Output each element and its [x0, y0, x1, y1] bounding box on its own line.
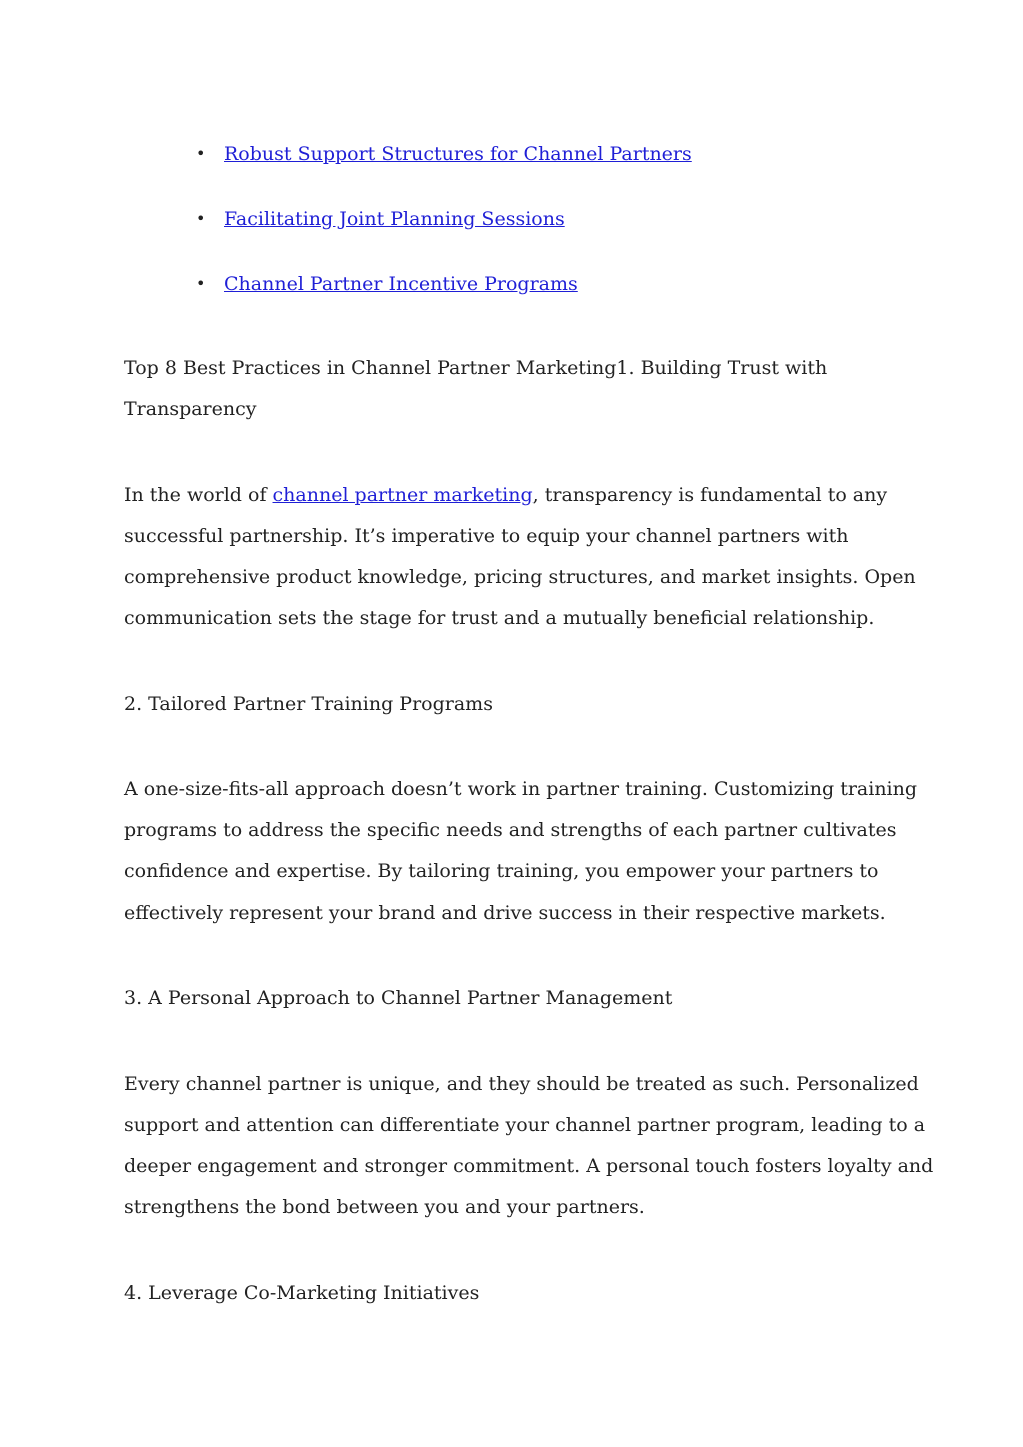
section3-line2: support and attention can differentiate your channel partner program, leading to a: [124, 1114, 926, 1136]
section4-heading: 4. Leverage Co-Marketing Initiatives: [124, 1282, 480, 1304]
toc-link-incentive-programs[interactable]: Channel Partner Incentive Programs: [224, 273, 578, 295]
bullet-icon: •: [196, 274, 206, 293]
section2-line4: effectively represent your brand and drive success in their respective markets.: [124, 902, 886, 924]
toc-list: [196, 134, 692, 329]
section1-line1-rest: , transparency is fundamental to any: [532, 484, 888, 506]
section2-line3: confidence and expertise. By tailoring training, you empower your partners to: [124, 860, 879, 882]
section1-line1: [124, 475, 887, 516]
section2-line1: A one-size-fits-all approach doesn’t work in partner training. Customizing training: [124, 778, 918, 800]
section1-line4: communication sets the stage for trust and a mutually beneficial relationship.: [124, 607, 875, 629]
channel-partner-marketing-link[interactable]: channel partner marketing: [272, 484, 533, 506]
section2-line2: programs to address the specific needs and strengths of each partner cultivates: [124, 819, 897, 841]
intro-heading-line2: Transparency: [124, 398, 257, 420]
section3-line3: deeper engagement and stronger commitment. A personal touch fosters loyalty and: [124, 1155, 934, 1177]
toc-link-support-structures[interactable]: Robust Support Structures for Channel Partners: [224, 143, 692, 165]
intro-heading-line1: Top 8 Best Practices in Channel Partner Marketing1. Building Trust with: [124, 357, 828, 379]
toc-item: [196, 134, 692, 199]
toc-item: [196, 199, 692, 264]
section3-line4: strengthens the bond between you and your partners.: [124, 1196, 645, 1218]
bullet-icon: •: [196, 144, 206, 163]
section1-lead: In the world of: [124, 484, 273, 506]
section1-line3: comprehensive product knowledge, pricing structures, and market insights. Open: [124, 566, 916, 588]
bullet-icon: •: [196, 209, 206, 228]
toc-item: [196, 264, 692, 329]
section2-heading: 2. Tailored Partner Training Programs: [124, 693, 493, 715]
toc-link-joint-planning[interactable]: Facilitating Joint Planning Sessions: [224, 208, 565, 230]
section1-line2: successful partnership. It’s imperative to equip your channel partners with: [124, 525, 849, 547]
section3-line1: Every channel partner is unique, and they should be treated as such. Personalized: [124, 1073, 919, 1095]
section3-heading: 3. A Personal Approach to Channel Partner Management: [124, 987, 673, 1009]
